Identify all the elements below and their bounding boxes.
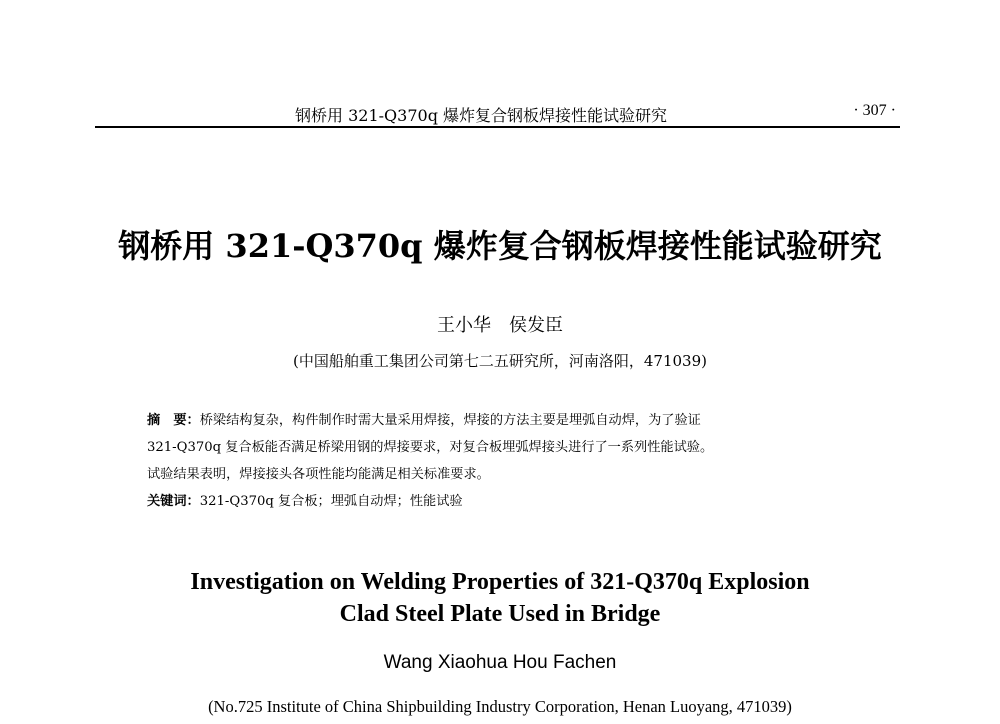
affiliation-en: (No.725 Institute of China Shipbuilding Industry Corporation, Henan Luoyang, 471039) [208, 697, 792, 716]
title-en-line: Clad Steel Plate Used in Bridge [339, 601, 661, 627]
abstract-block [147, 407, 867, 515]
authors-en: Wang Xiaohua Hou Fachen [383, 652, 617, 673]
paper-title-en [0, 566, 1000, 630]
running-header [95, 100, 900, 128]
abstract-line: 试验结果表明，焊接接头各项性能均能满足相关标准要求。 [147, 467, 490, 482]
authors-cn: 王小华 侯发臣 [437, 315, 563, 336]
paper-title-cn: 钢桥用 321-Q370q 爆炸复合钢板焊接性能试验研究 [118, 227, 882, 265]
abstract-label: 摘 要： [147, 413, 200, 428]
page-number: · 307 · [853, 102, 896, 119]
keywords-label: 关键词： [147, 494, 200, 509]
affiliation-cn: (中国船舶重工集团公司第七二五研究所，河南洛阳，471039) [293, 352, 707, 370]
keywords-text: 321-Q370q 复合板；埋弧自动焊；性能试验 [199, 494, 463, 509]
abstract-line [147, 407, 867, 434]
abstract-line: 321-Q370q 复合板能否满足桥梁用钢的焊接要求，对复合板埋弧焊接头进行了一系列性能试验。 [147, 440, 714, 455]
title-en-line: Investigation on Welding Properties of 321-Q370q Explosion [190, 569, 810, 595]
keywords-line [147, 488, 867, 515]
abstract-text: 桥梁结构复杂，构件制作时需大量采用焊接，焊接的方法主要是埋弧自动焊，为了验证 [199, 413, 701, 428]
running-title: 钢桥用 321-Q370q 爆炸复合钢板焊接性能试验研究 [295, 106, 668, 125]
